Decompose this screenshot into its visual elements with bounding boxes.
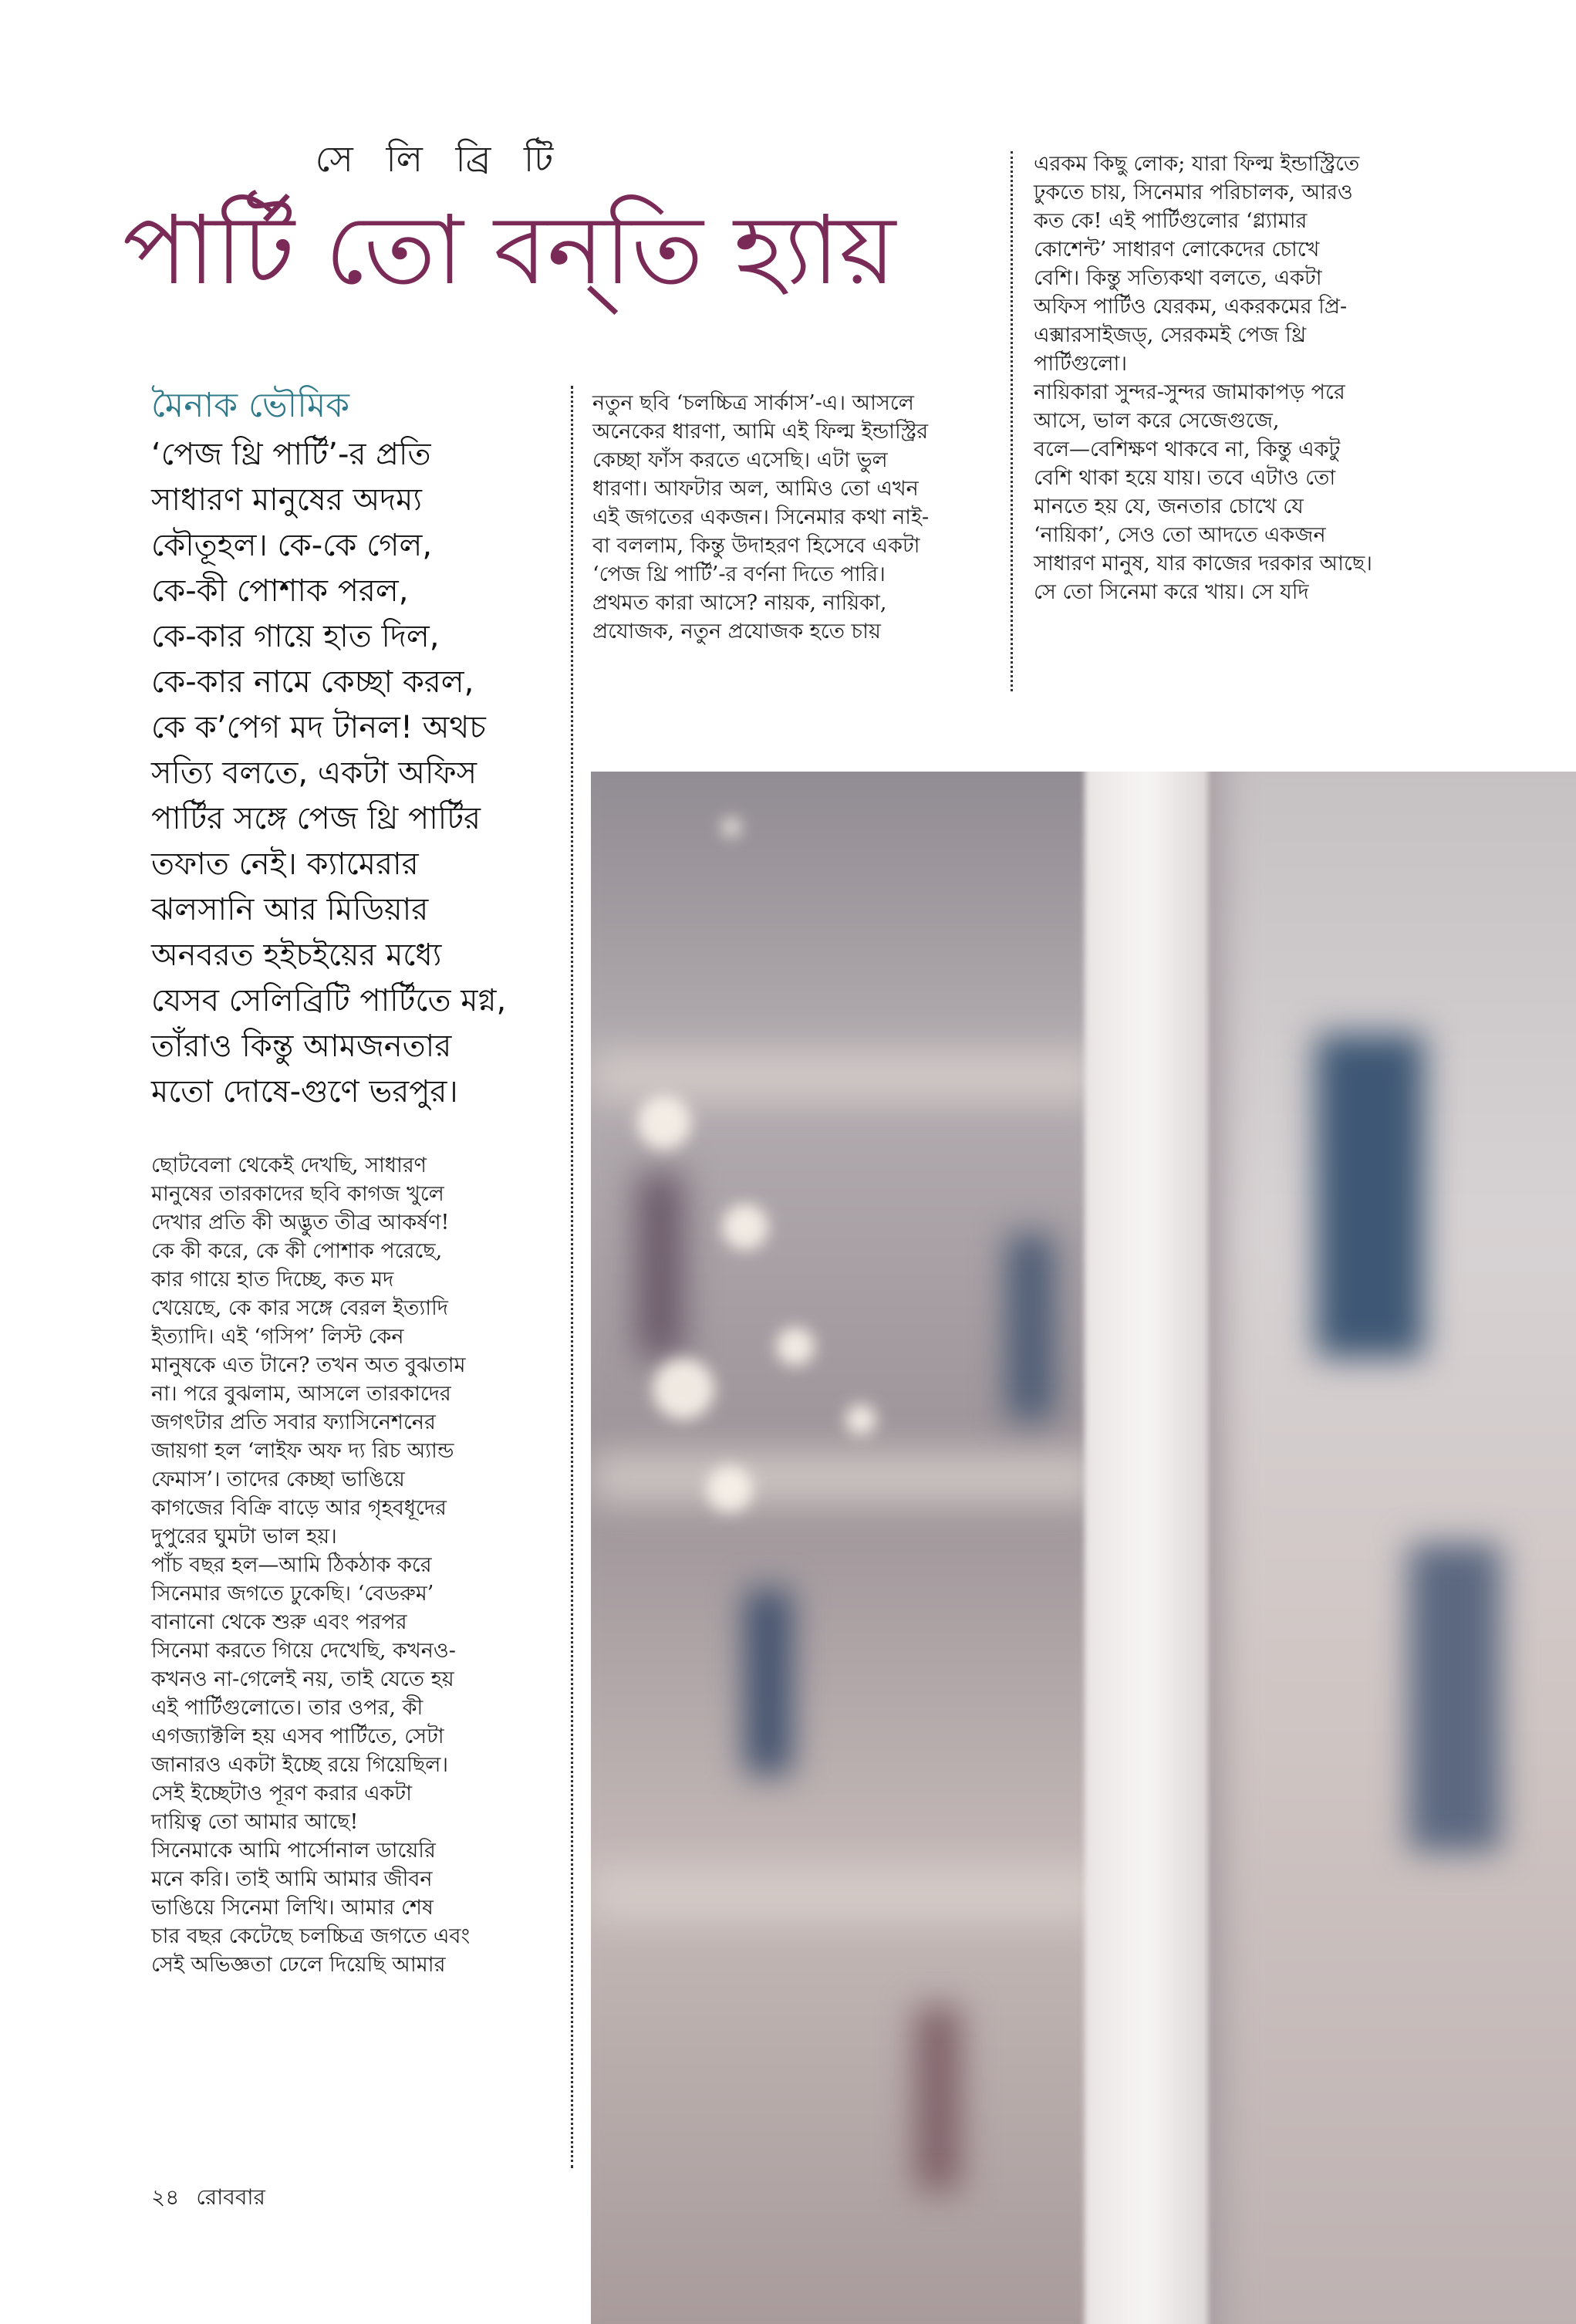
- standfirst-line: কে-কার নামে কেচ্ছা করল,: [151, 664, 474, 700]
- body-column-1: [151, 1151, 568, 1979]
- body-line: কে কী করে, কে কী পোশাক পরেছে,: [151, 1239, 443, 1263]
- body-column-3: [1034, 150, 1466, 606]
- photo-book: [745, 1589, 791, 1775]
- standfirst-line: সত্যি বলতে, একটা অফিস: [151, 755, 478, 791]
- standfirst-line: ঝলসানি আর মিডিয়ার: [151, 892, 429, 927]
- photo-shelf: [591, 1451, 1100, 1505]
- standfirst-line: অনবরত হইচইয়ের মধ্যে: [151, 937, 442, 973]
- body-line: জগৎটার প্রতি সবার ফ্যাসিনেশনের: [151, 1410, 436, 1434]
- body-line: দায়িত্ব তো আমার আছে!: [151, 1810, 359, 1834]
- photo-book: [637, 1173, 683, 1358]
- body-line: এরকম কিছু লোক; যারা ফিল্ম ইন্ডাস্ট্রিতে: [1034, 152, 1360, 176]
- body-line: সিনেমাকে আমি পার্সোনাল ডায়েরি: [151, 1839, 436, 1863]
- body-line: মানুষকে এত টানে? তখন অত বুঝতাম: [151, 1353, 466, 1377]
- body-line: বেশি। কিন্তু সত্যিকথা বলতে, একটা: [1034, 266, 1322, 290]
- body-line: কাগজের বিক্রি বাড়ে আর গৃহবধূদের: [151, 1496, 447, 1520]
- article-photo: [591, 772, 1576, 2324]
- standfirst-line: মতো দোষে-গুণে ভরপুর।: [151, 1074, 458, 1110]
- photo-book: [1409, 1543, 1501, 1852]
- body-line: কত কে! এই পার্টিগুলোর ‘গ্ল্যামার: [1034, 209, 1308, 233]
- body-line: সে তো সিনেমা করে খায়। সে যদি: [1034, 580, 1309, 604]
- body-line: খেয়েছে, কে কার সঙ্গে বেরল ইত্যাদি: [151, 1296, 448, 1320]
- page-number: ২৪: [151, 2184, 180, 2210]
- standfirst-line: কে-কী পোশাক পরল,: [151, 573, 409, 609]
- body-line: মানুষের তারকাদের ছবি কাগজ খুলে: [151, 1182, 444, 1206]
- standfirst-line: তাঁরাও কিন্তু আমজনতার: [151, 1029, 452, 1064]
- photo-bokeh-light: [653, 1358, 714, 1420]
- photo-door-frame: [1085, 772, 1208, 2324]
- body-line: না। পরে বুঝলাম, আসলে তারকাদের: [151, 1382, 451, 1406]
- body-line: ছোটবেলা থেকেই দেখছি, সাধারণ: [151, 1154, 427, 1177]
- photo-bokeh-light: [637, 1096, 691, 1150]
- body-line: এগজ্যাক্টলি হয় এসব পার্টিতে, সেটা: [151, 1724, 444, 1748]
- body-line: অনেকের ধারণা, আমি এই ফিল্ম ইন্ডাস্ট্রির: [592, 420, 929, 444]
- body-line: জানারও একটা ইচ্ছে রয়ে গিয়েছিল।: [151, 1753, 449, 1777]
- body-line: চার বছর কেটেছে চলচ্চিত্র জগতে এবং: [151, 1924, 471, 1948]
- photo-bokeh-light: [707, 1466, 753, 1512]
- body-line: কখনও না-গেলেই নয়, তাই যেতে হয়: [151, 1667, 454, 1691]
- body-line: কার গায়ে হাত দিচ্ছে, কত মদ: [151, 1268, 394, 1292]
- byline: মৈনাক ভৌমিক: [151, 386, 350, 425]
- folio: [151, 2180, 282, 2217]
- body-line: দুপুরের ঘুমটা ভাল হয়।: [151, 1525, 337, 1549]
- standfirst-line: তফাত নেই। ক্যামেরার: [151, 846, 419, 882]
- body-line: বানানো থেকে শুরু এবং পরপর: [151, 1610, 407, 1634]
- body-line: ফেমাস’। তাদের কেচ্ছা ভাঙিয়ে: [151, 1468, 405, 1491]
- body-line: সাধারণ মানুষ, যার কাজের দরকার আছে।: [1034, 552, 1372, 576]
- photo-bokeh-light: [722, 818, 741, 836]
- body-line: আসে, ভাল করে সেজেগুজে,: [1034, 409, 1280, 433]
- body-line: ভাঙিয়ে সিনেমা লিখি। আমার শেষ: [151, 1896, 434, 1920]
- photo-background-right: [1223, 772, 1576, 2324]
- body-column-2: [592, 389, 1009, 646]
- standfirst-line: যেসব সেলিব্রিটি পার্টিতে মগ্ন,: [151, 983, 507, 1018]
- body-line: বা বললাম, কিন্তু উদাহরণ হিসেবে একটা: [592, 534, 920, 558]
- body-line: মানতে হয় যে, জনতার চোখে যে: [1034, 495, 1304, 519]
- body-line: প্রথমত কারা আসে? নায়ক, নায়িকা,: [592, 591, 887, 615]
- magazine-name: রোববার: [196, 2184, 265, 2210]
- column-rule-left: [571, 386, 573, 2168]
- photo-bokeh-light: [776, 1327, 815, 1366]
- standfirst-line: পার্টির সঙ্গে পেজ থ্রি পার্টির: [151, 801, 481, 836]
- body-line: প্রযোজক, নতুন প্রযোজক হতে চায়: [592, 620, 881, 643]
- standfirst-line: ‘পেজ থ্রি পার্টি’-র প্রতি: [151, 437, 431, 472]
- photo-background-left: [591, 772, 1115, 2324]
- body-line: এই পার্টিগুলোতে। তার ওপর, কী: [151, 1696, 424, 1720]
- standfirst-line: সাধারণ মানুষের অদম্য: [151, 482, 422, 518]
- body-line: সিনেমা করতে গিয়ে দেখেছি, কখনও-: [151, 1639, 456, 1663]
- headline: পার্টি তো বন্‌তি হ্যায়: [122, 195, 896, 306]
- body-line: এক্সারসাইজড্‌, সেরকমই পেজ থ্রি: [1034, 323, 1307, 347]
- column-rule-right: [1011, 151, 1013, 691]
- body-line: ‘নায়িকা’, সেও তো আদতে একজন: [1034, 523, 1326, 547]
- photo-bokeh-light: [722, 1204, 768, 1250]
- body-line: কেচ্ছা ফাঁস করতে এসেছি। এটা ভুল: [592, 448, 888, 472]
- photo-book: [915, 2006, 961, 2191]
- body-line: ধারণা। আফটার অল, আমিও তো এখন: [592, 477, 919, 501]
- body-line: পাঁচ বছর হল—আমি ঠিকঠাক করে: [151, 1553, 432, 1577]
- photo-bokeh-light: [845, 1404, 876, 1435]
- body-line: ‘পেজ থ্রি পার্টি’-র বর্ণনা দিতে পারি।: [592, 562, 886, 586]
- body-line: ঢুকতে চায়, সিনেমার পরিচালক, আরও: [1034, 181, 1353, 204]
- body-line: জায়গা হল ‘লাইফ অফ দ্য রিচ অ্যান্ড: [151, 1439, 454, 1463]
- body-line: সিনেমার জগতে ঢুকেছি। ‘বেডরুম’: [151, 1582, 434, 1606]
- standfirst-line: কৌতূহল। কে-কে গেল,: [151, 528, 433, 563]
- body-line: দেখার প্রতি কী অদ্ভুত তীব্র আকর্ষণ!: [151, 1211, 450, 1235]
- body-line: নায়িকারা সুন্দর-সুন্দর জামাকাপড় পরে: [1034, 380, 1345, 404]
- standfirst-line: কে ক’পেগ মদ টানল! অথচ: [151, 710, 486, 745]
- body-line: সেই অভিজ্ঞতা ঢেলে দিয়েছি আমার: [151, 1953, 446, 1977]
- photo-shelf: [591, 1867, 1100, 1921]
- body-line: পার্টিগুলো।: [1034, 352, 1127, 376]
- photo-book: [1316, 1034, 1424, 1358]
- body-line: ইত্যাদি। এই ‘গসিপ’ লিস্ট কেন: [151, 1325, 404, 1349]
- standfirst: [151, 432, 568, 1115]
- body-line: নতুন ছবি ‘চলচ্চিত্র সার্কাস’-এ। আসলে: [592, 391, 914, 415]
- body-line: মনে করি। তাই আমি আমার জীবন: [151, 1867, 433, 1891]
- body-line: বেশি থাকা হয়ে যায়। তবে এটাও তো: [1034, 466, 1336, 490]
- body-line: এই জগতের একজন। সিনেমার কথা নাই-: [592, 505, 930, 529]
- body-line: কোশেন্ট’ সাধারণ লোকেদের চোখে: [1034, 238, 1320, 262]
- body-line: সেই ইচ্ছেটাও পূরণ করার একটা: [151, 1782, 412, 1805]
- photo-book: [1007, 1235, 1054, 1420]
- body-line: অফিস পার্টিও যেরকম, একরকমের প্রি-: [1034, 295, 1348, 319]
- standfirst-line: কে-কার গায়ে হাত দিল,: [151, 619, 440, 654]
- body-line: বলে—বেশিক্ষণ থাকবে না, কিন্তু একটু: [1034, 437, 1341, 461]
- kicker: সে লি ব্রি টি: [315, 138, 565, 180]
